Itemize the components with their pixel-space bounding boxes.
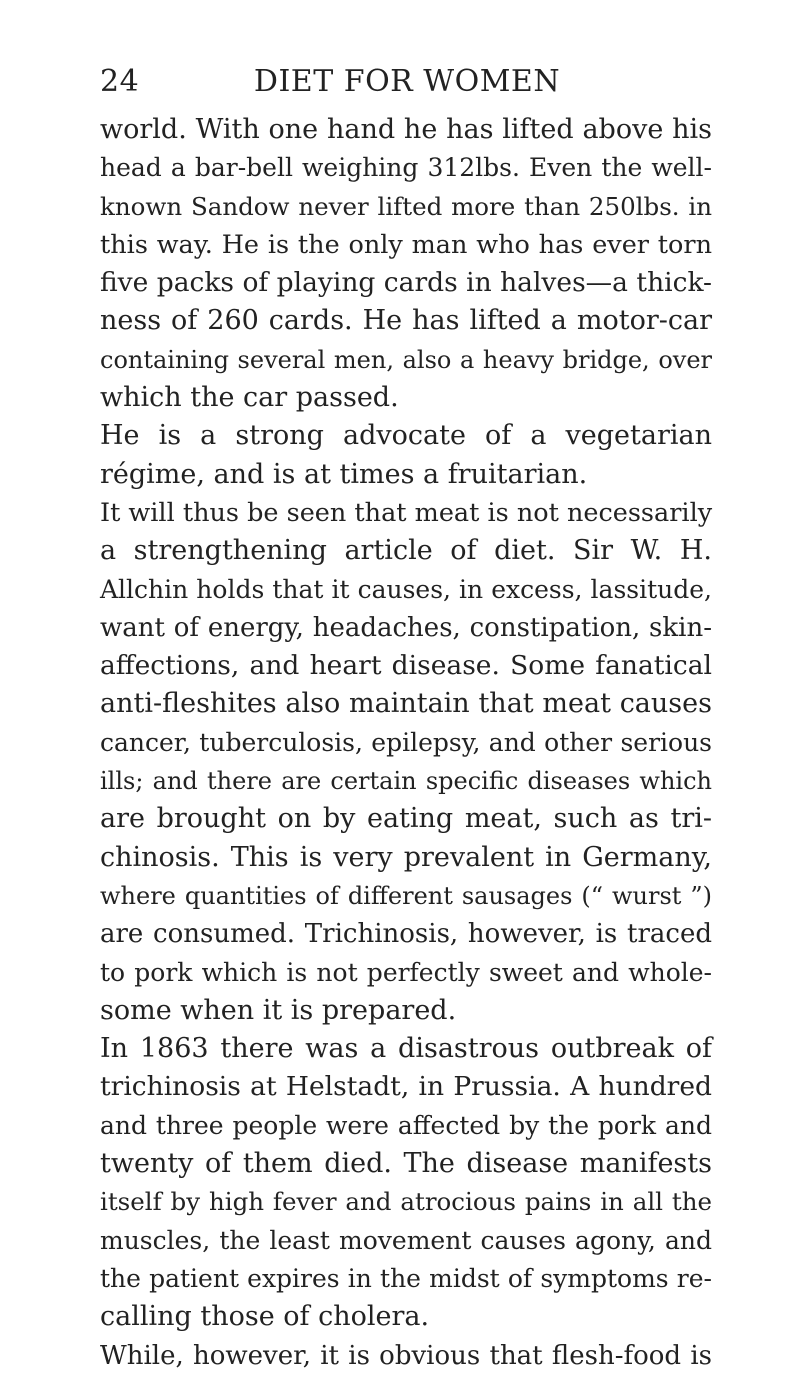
running-title: DIET FOR WOMEN xyxy=(253,64,561,99)
text-line: trichinosis at Helstadt, in Prussia. A hundred xyxy=(100,1071,712,1103)
text-line: ness of 260 cards. He has lifted a motor-car xyxy=(100,305,712,337)
text-line: this way. He is the only man who has ever torn xyxy=(100,229,712,260)
text-line: and three people were affected by the pork and xyxy=(100,1110,712,1140)
text-line: itself by high fever and atrocious pains in all the xyxy=(100,1187,712,1217)
text-line: In 1863 there was a disastrous outbreak of xyxy=(100,1033,712,1065)
text-line: five packs of playing cards in halves—a thick- xyxy=(100,267,712,299)
text-line: the patient expires in the midst of symptoms re- xyxy=(100,1263,712,1293)
text-line: calling those of cholera. xyxy=(100,1301,430,1333)
text-line: Allchin holds that it causes, in excess, lassitude, xyxy=(100,574,712,604)
text-line: anti-fleshites also maintain that meat causes xyxy=(100,688,712,720)
body-text xyxy=(100,111,712,1375)
text-line: where quantities of different sausages (“ wurst ”) xyxy=(100,881,712,910)
text-line: twenty of them died. The disease manifests xyxy=(100,1148,712,1180)
text-line: some when it is prepared. xyxy=(100,994,457,1026)
text-line: want of energy, headaches, constipation, skin- xyxy=(100,612,712,643)
text-line: He is a strong advocate of a vegetarian xyxy=(100,420,712,452)
text-line: world. With one hand he has lifted above his xyxy=(100,114,712,145)
text-line: which the car passed. xyxy=(100,382,399,414)
text-line: régime, and is at times a fruitarian. xyxy=(100,458,588,490)
text-line: muscles, the least movement causes agony, and xyxy=(100,1225,712,1255)
text-line: While, however, it is obvious that flesh-food is xyxy=(100,1340,712,1371)
text-line: are consumed. Trichinosis, however, is traced xyxy=(100,919,712,950)
text-line: head a bar-bell weighing 312lbs. Even the well- xyxy=(100,153,712,183)
page-number: 24 xyxy=(100,64,140,99)
text-line: ills; and there are certain specific diseases which xyxy=(100,767,712,796)
text-line: known Sandow never lifted more than 250lbs. in xyxy=(100,191,712,221)
text-line: containing several men, also a heavy bridge, over xyxy=(100,345,712,374)
running-head xyxy=(100,62,714,102)
text-line: It will thus be seen that meat is not necessarily xyxy=(100,497,713,528)
text-line: to pork which is not perfectly sweet and whole- xyxy=(100,957,712,987)
text-line: a strengthening article of diet. Sir W. H. xyxy=(100,535,712,567)
text-line: chinosis. This is very prevalent in Germany, xyxy=(100,841,712,873)
text-line: cancer, tuberculosis, epilepsy, and other serious xyxy=(100,727,712,757)
text-line: affections, and heart disease. Some fanatical xyxy=(100,650,712,682)
text-line: are brought on by eating meat, such as tri- xyxy=(100,803,712,835)
